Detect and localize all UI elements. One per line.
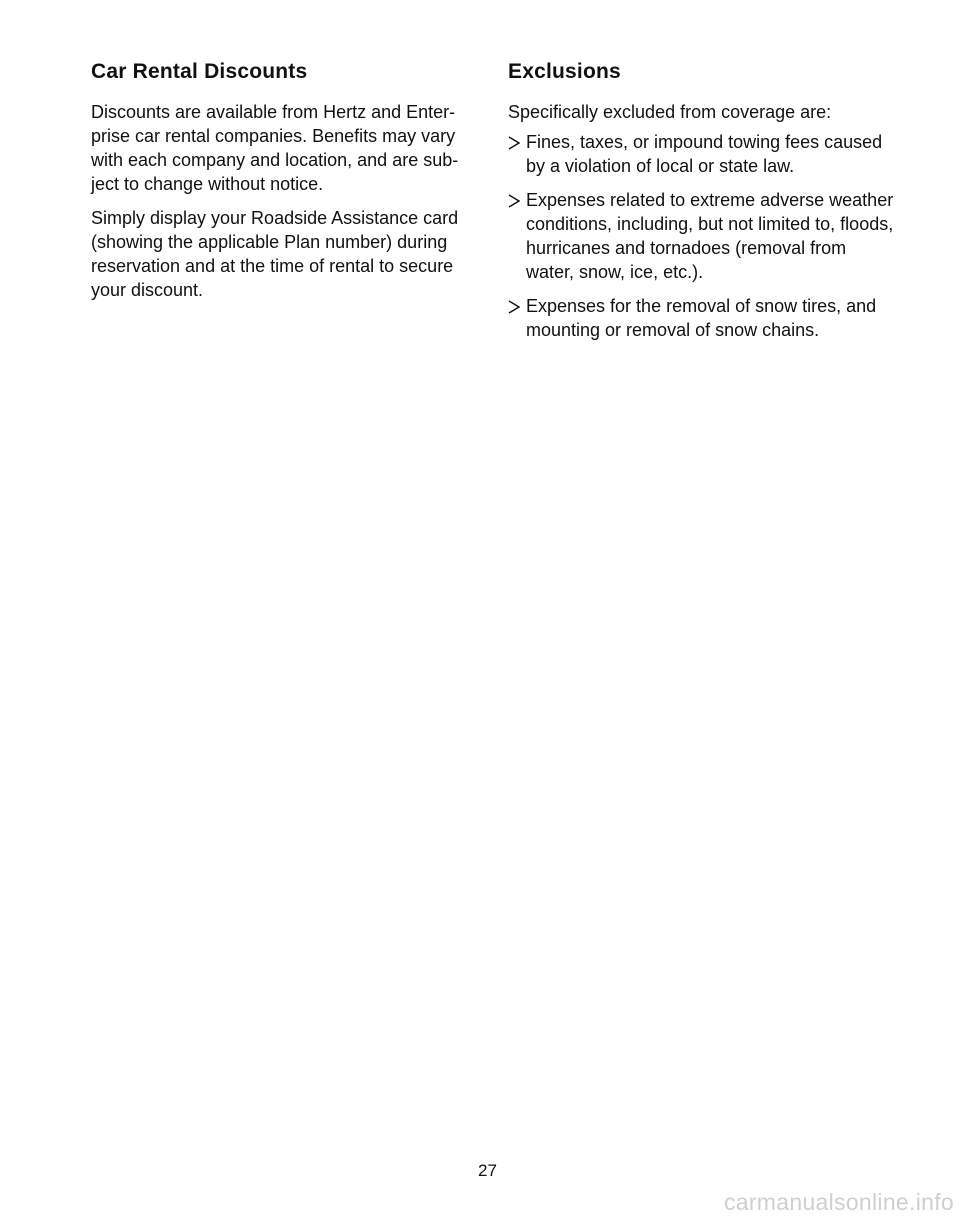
triangle-right-outline-icon — [508, 300, 520, 314]
exclusion-text: Expenses related to extreme adverse weather conditions, including, but not limited to, floods, hurricanes and tornadoes (removal from water, snow, ice, etc.). — [526, 190, 894, 282]
car-rental-discounts-heading: Car Rental Discounts — [91, 60, 308, 83]
list-item — [508, 188, 898, 284]
exclusions-intro: Specifically excluded from coverage are: — [508, 102, 832, 122]
watermark-text: carmanualsonline.info — [723, 1189, 954, 1215]
discounts-paragraph-1: Discounts are available from Hertz and Enter-prise car rental companies. Benefits may vary with each company and location, and are sub-ject to change without notice. — [91, 102, 459, 194]
exclusions-list — [508, 130, 898, 342]
exclusions-section — [508, 58, 898, 352]
triangle-right-outline-icon — [508, 136, 520, 150]
triangle-right-outline-icon — [508, 194, 520, 208]
exclusions-heading: Exclusions — [508, 60, 621, 83]
exclusion-text: Expenses for the removal of snow tires, and mounting or removal of snow chains. — [526, 296, 877, 340]
discounts-paragraph-2: Simply display your Roadside Assistance card (showing the applicable Plan number) during reservation and at the time of rental to secure your discount. — [91, 208, 459, 300]
car-rental-discounts-section — [91, 58, 461, 312]
exclusion-text: Fines, taxes, or impound towing fees caused by a violation of local or state law. — [526, 132, 883, 176]
list-item — [508, 294, 898, 342]
page-number: 27 — [478, 1161, 497, 1180]
list-item — [508, 130, 898, 178]
